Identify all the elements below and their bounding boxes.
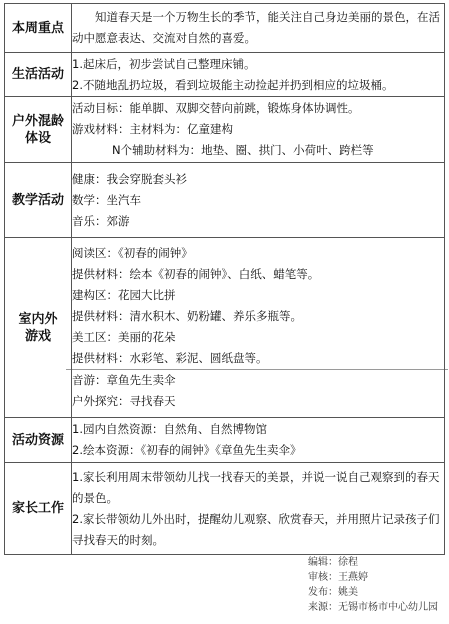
construction-area: 建构区：花园大比拼 (72, 288, 176, 302)
cell-life (72, 53, 445, 97)
weekly-focus-text: 知道春天是一个万物生长的季节，能关注自己身边美丽的景色，在活动中愿意表达、交流对自然的喜爱。 (72, 10, 440, 45)
reading-materials: 提供材料：绘本《初春的闹钟》、白纸、蜡笔等。 (72, 267, 320, 281)
credit-reviewer: 审核：王燕婷 (308, 572, 368, 583)
header-indoor-line1: 室内外 (18, 311, 58, 327)
cell-indoor-outdoor (72, 238, 445, 418)
row-outdoor (5, 97, 445, 163)
cell-family (72, 463, 445, 555)
header-family: 家长工作 (5, 463, 72, 555)
outdoor-goal: 活动目标：能单脚、双脚交替向前跳，锻炼身体协调性。 (72, 101, 360, 115)
header-indoor-outdoor (5, 238, 72, 418)
life-item-2: 2.不随地乱扔垃圾，看到垃圾能主动捡起并扔到相应的垃圾桶。 (72, 77, 394, 92)
cell-weekly-focus (72, 4, 445, 53)
header-life: 生活活动 (5, 53, 72, 97)
row-weekly-focus (5, 4, 445, 53)
art-area: 美工区：美丽的花朵 (72, 330, 176, 344)
header-weekly-focus: 本周重点 (5, 4, 72, 53)
row-resources (5, 418, 445, 463)
header-outdoor-line1: 户外混龄 (11, 113, 64, 129)
header-outdoor (5, 97, 72, 163)
row-indoor-outdoor (5, 238, 445, 418)
outdoor-material-main: 游戏材料：主材料为：亿童建构 (72, 122, 233, 136)
teaching-math: 数学：坐汽车 (72, 192, 141, 207)
cell-resources (72, 418, 445, 463)
header-indoor-line2: 游戏 (24, 328, 51, 344)
weekly-plan-table (4, 3, 445, 555)
art-materials: 提供材料：水彩笔、彩泥、圆纸盘等。 (72, 351, 268, 365)
life-item-1: 1.起床后，初步尝试自己整理床铺。 (72, 56, 256, 71)
header-resources: 活动资源 (5, 418, 72, 463)
indoor-extra-block (66, 369, 448, 412)
header-teaching: 教学活动 (5, 163, 72, 238)
resource-nature: 1.园内自然资源：自然角、自然博物馆 (72, 422, 267, 436)
row-life (5, 53, 445, 97)
family-item-2: 2.家长带领幼儿外出时，提醒幼儿观察、欣赏春天，并用照片记录孩子们寻找春天的时刻。 (72, 511, 440, 547)
teaching-music: 音乐：郊游 (72, 213, 130, 228)
outdoor-material-aux: N个辅助材料为：地垫、圈、拱门、小荷叶、跨栏等 (112, 143, 374, 157)
credit-publisher: 发布：姚美 (308, 587, 358, 598)
header-outdoor-line2: 体设 (24, 130, 51, 146)
credit-source: 来源：无锡市杨市中心幼儿园 (308, 602, 438, 613)
reading-area: 阅读区：《初春的闹钟》 (72, 246, 193, 260)
cell-teaching (72, 163, 445, 238)
music-game: 音游：章鱼先生卖伞 (72, 373, 176, 387)
family-item-1: 1.家长利用周末带领幼儿找一找春天的美景，并说一说自己观察到的春天的景色。 (72, 469, 440, 505)
resource-books: 2.绘本资源：《初春的闹钟》《章鱼先生卖伞》 (72, 443, 302, 457)
outdoor-explore: 户外探究：寻找春天 (72, 394, 176, 408)
credits-block (308, 555, 438, 615)
construction-materials: 提供材料：清水积木、奶粉罐、养乐多瓶等。 (72, 309, 302, 323)
credit-editor: 编辑：徐程 (308, 557, 358, 568)
row-family (5, 463, 445, 555)
cell-outdoor (72, 97, 445, 163)
row-teaching (5, 163, 445, 238)
teaching-health: 健康：我会穿脱套头衫 (72, 171, 187, 186)
